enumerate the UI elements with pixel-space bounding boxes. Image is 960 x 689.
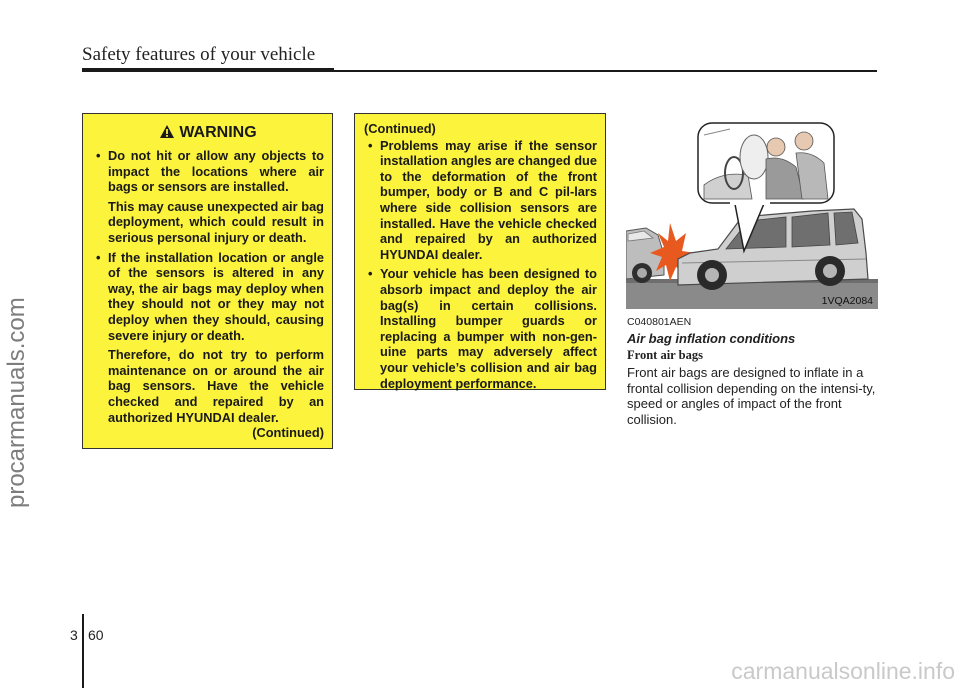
warning-heading-text: WARNING [179,124,257,141]
warning-item-text: • Problems may arise if the sensor installation angles are changed due to the deformation of the front bumper, body or B and C pil-lars where side collision sensors are installed. Have the vehicle checked and repaired by an authorized HYUNDAI dealer. [380,137,597,262]
warning-item [364,138,597,263]
watermark-bottom: carmanualsonline.info [731,658,955,684]
page-header-title: Safety features of your vehicle [82,44,316,65]
continued-label: (Continued) [252,425,324,441]
section-body: Front air bags are designed to inflate in a frontal collision depending on the intensi-ty, speed or angles of impact of the front collision. [627,365,876,427]
section-title: Air bag inflation conditions [627,331,796,346]
warning-list-left [92,148,324,425]
collision-illustration [626,113,878,309]
warning-triangle-icon [159,124,175,144]
airbag-icon [740,135,768,179]
warning-item-text: Therefore, do not try to perform maintenance on or around the air bag sensors. Have the vehicle checked and repaired by an authorized HYUNDAI dealer. [108,347,324,425]
warning-list-right [364,138,597,392]
warning-item-text: • If the installation location or angle of the sensors is altered in any way, the air bags may deploy when they should not or they may not deploy when they should, causing severe injury or death. [108,249,324,343]
section-subtitle: Front air bags [627,348,703,362]
warning-item [92,148,324,246]
warning-item-text: • Do not hit or allow any objects to impact the locations where air bags or sensors are installed. [108,148,324,195]
header-rule-thin [334,70,877,72]
warning-item [92,250,324,426]
warning-box-right [354,113,606,390]
watermark-side: procarmanuals.com [3,297,30,508]
warning-item-text: This may cause unexpected air bag deployment, which could result in serious personal injury or death. [108,198,324,245]
continued-label: (Continued) [364,121,436,136]
warning-box-left [82,113,333,449]
footer-divider [82,614,84,688]
collision-illustration-svg [626,113,878,309]
section-ref-code: C040801AEN [627,316,692,328]
footer-page-number: 60 [88,627,104,643]
warning-item-text: • Your vehicle has been designed to absorb impact and deploy the air bag(s) in certain collisions. Installing bumper guards or replacing a bumper with non-gen-uine parts may adversely affect your vehicle’s collision and air bag deployment performance. [380,266,597,391]
suv-car [678,209,868,290]
warning-item [364,266,597,391]
figure-code: 1VQA2084 [821,295,873,307]
warning-heading [92,124,324,144]
footer-chapter-number: 3 [70,627,78,643]
header-rule-thick [82,68,334,72]
